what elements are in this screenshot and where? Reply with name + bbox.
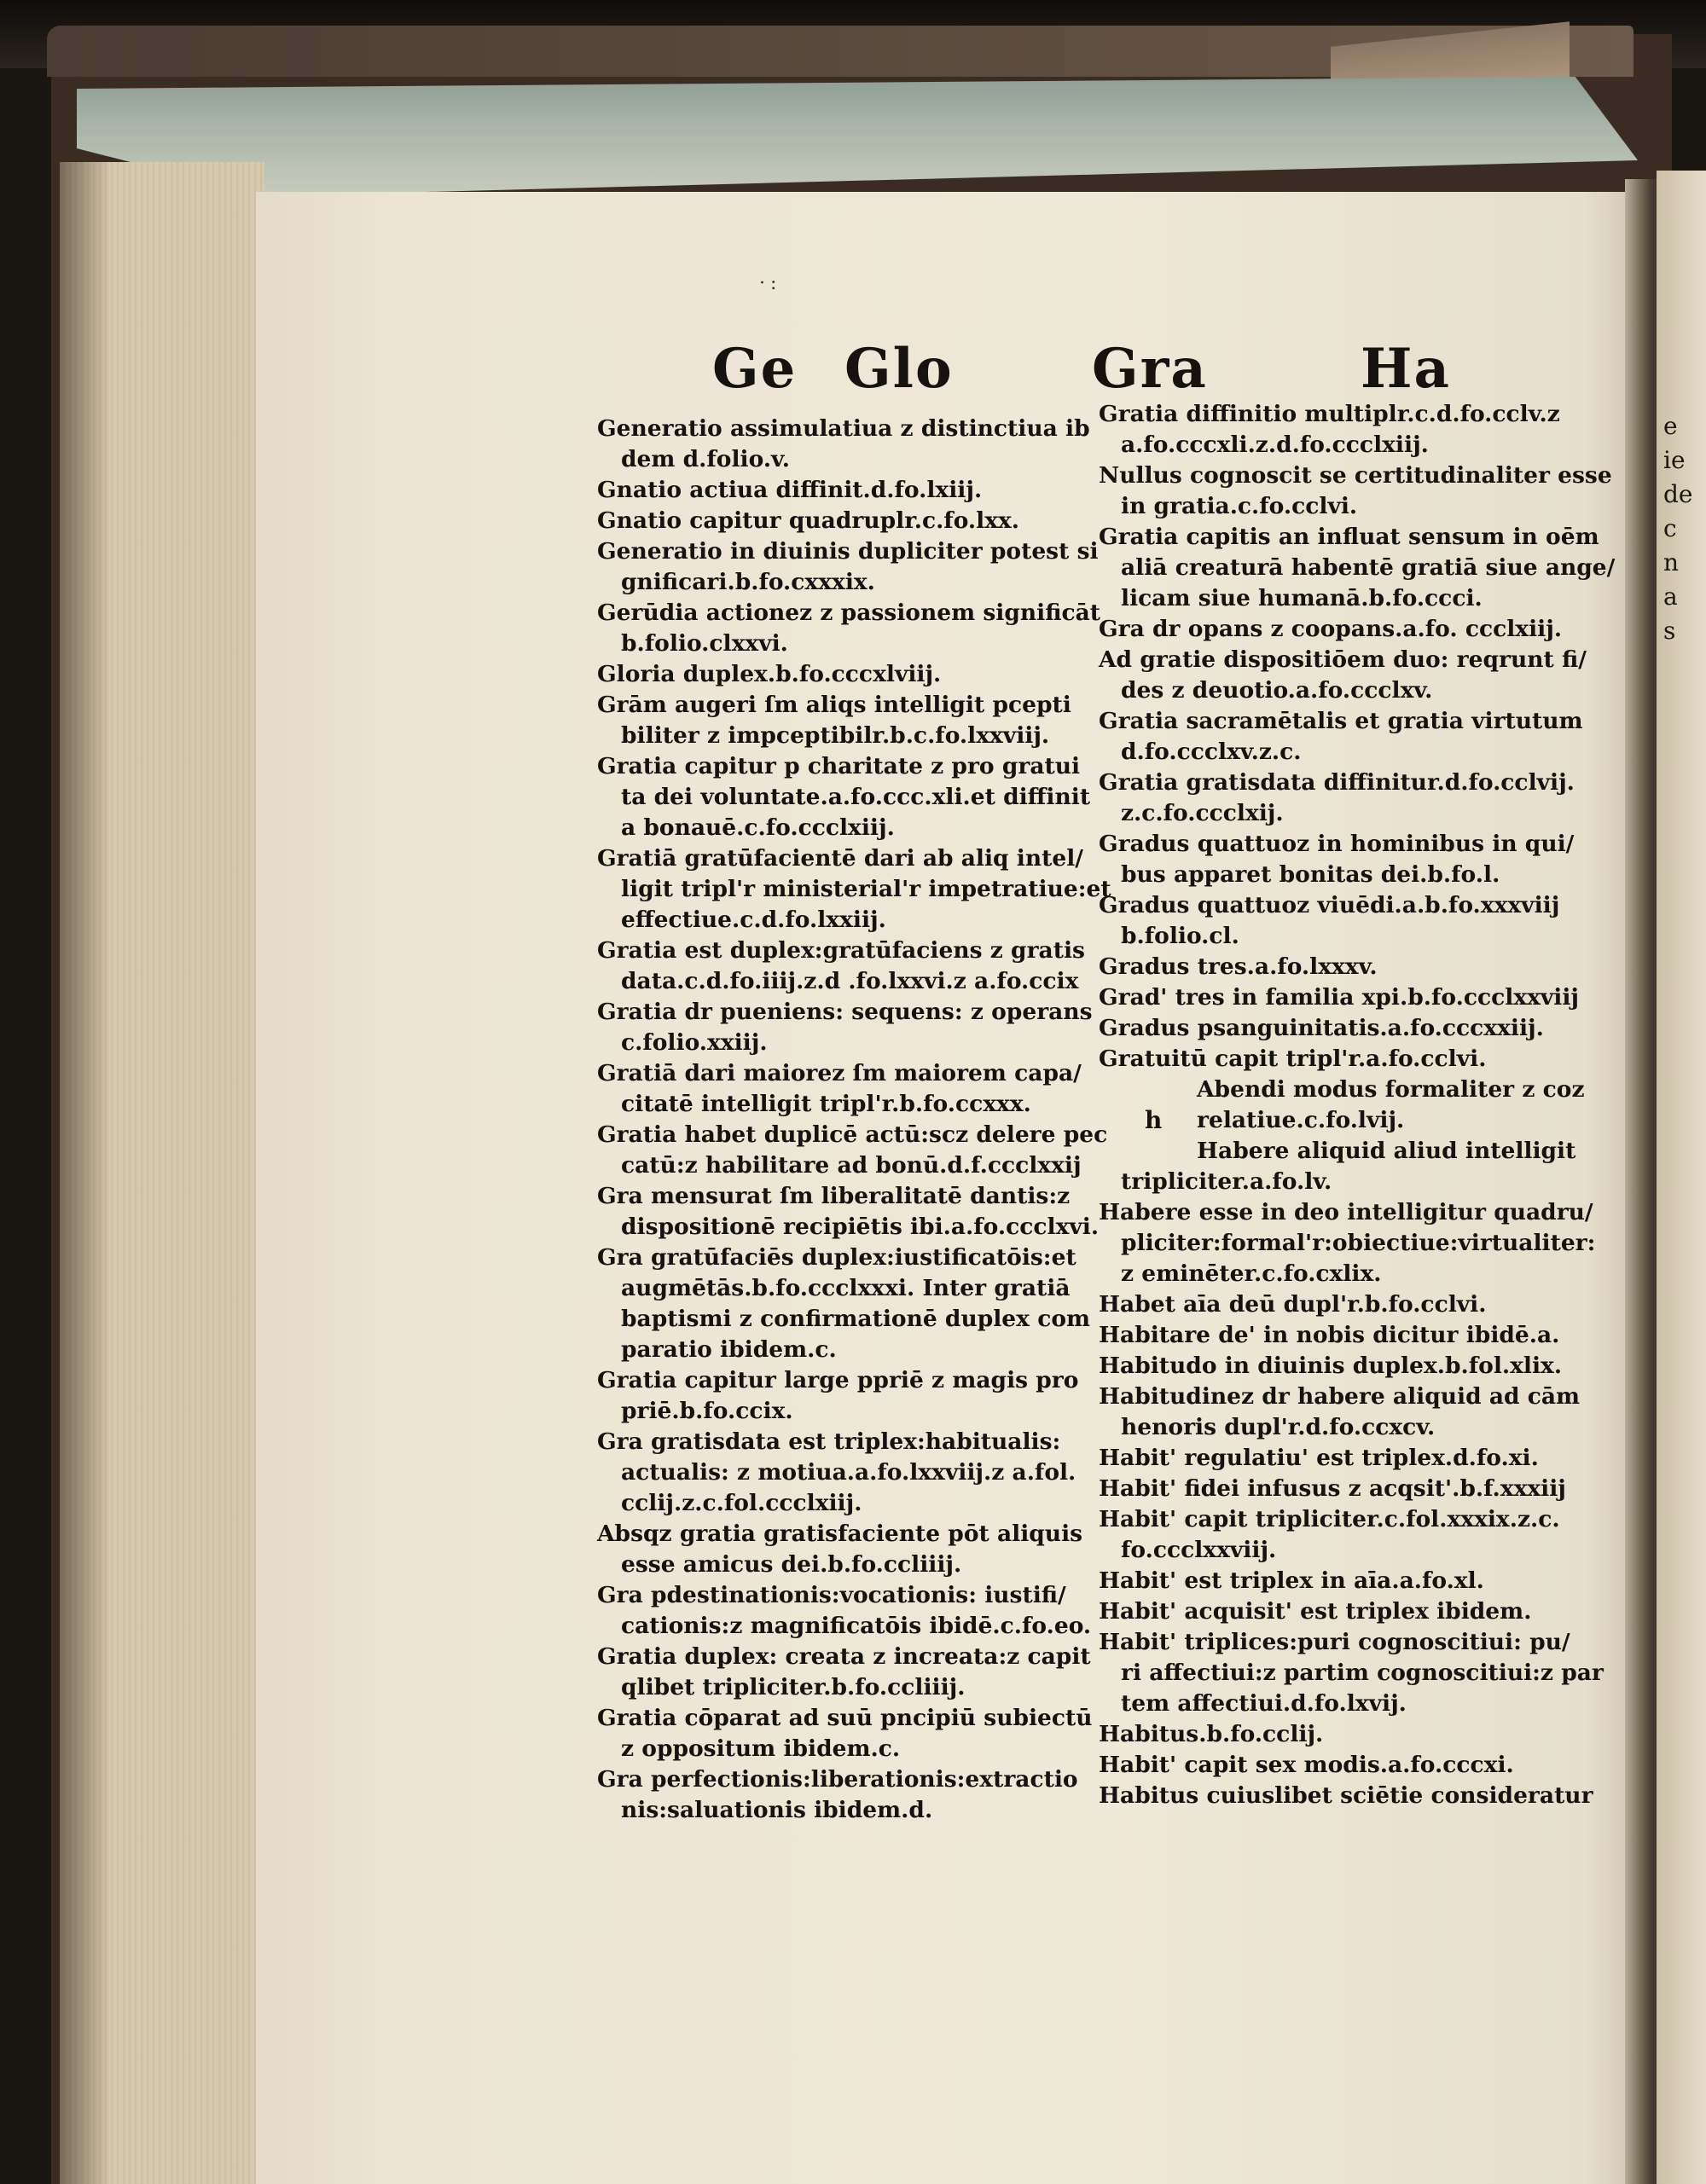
entry-line: relatiue.c.fo.lvij. [1197, 1107, 1405, 1133]
left-column-entry [597, 1181, 1100, 1243]
left-column-entry [597, 843, 1111, 936]
left-column-entry [597, 1058, 1083, 1120]
h-section-entry [1099, 1075, 1598, 1136]
running-headwords [0, 337, 1706, 405]
h-section-entry [1099, 1719, 1598, 1750]
entry-line: ligit tripl'r ministerial'r impetratiue:et [621, 876, 1111, 902]
entry-line: henoris dupl'r.d.fo.ccxcv. [1121, 1414, 1436, 1440]
entry-line: in gratia.c.fo.cclvi. [1121, 493, 1358, 519]
headword-3: Gra [1092, 337, 1208, 401]
entry-line: augmētās.b.fo.ccclxxxi. Inter gratiā [621, 1275, 1071, 1301]
entry-line: Gratiā gratūfacientē dari ab aliq intel/ [597, 845, 1083, 872]
entry-line: dispositionē recipiētis ibi.a.fo.ccclxvi. [621, 1214, 1100, 1240]
entry-line: Gra gratūfaciēs duplex:iustificatōis:et [597, 1244, 1076, 1271]
entry-line: z eminēter.c.fo.cxlix. [1121, 1260, 1382, 1287]
entry-line: biliter z impceptibilr.b.c.fo.lxxviij. [621, 722, 1050, 749]
entry-line: z.c.fo.ccclxij. [1121, 800, 1284, 826]
entry-line: cationis:z magnificatōis ibidē.c.fo.eo. [621, 1613, 1092, 1639]
right-column-entry [1099, 768, 1598, 829]
entry-line: Gnatio actiua diffinit.d.fo.lxiij. [597, 477, 983, 503]
left-column-entry [597, 506, 1083, 536]
right-column-entry [1099, 614, 1598, 645]
entry-line: des z deuotio.a.fo.ccclxv. [1121, 677, 1433, 704]
entry-line: d.fo.ccclxv.z.c. [1121, 739, 1302, 765]
facing-fragment: e [1663, 412, 1678, 440]
left-column-entry [597, 659, 1083, 690]
left-column-entry [597, 536, 1099, 598]
left-column-entry [597, 1519, 1083, 1580]
facing-fragment: s [1663, 617, 1676, 645]
left-column-entry [597, 936, 1083, 997]
entry-line: effectiue.c.d.fo.lxxiij. [621, 907, 886, 933]
h-section [1099, 1075, 1604, 1811]
facing-fragment: c [1663, 514, 1677, 542]
entry-line: Grad' tres in familia xpi.b.fo.ccclxxviij [1099, 984, 1580, 1011]
entry-line: Gradus tres.a.fo.lxxxv. [1099, 953, 1378, 980]
left-column-entry [597, 1764, 1083, 1826]
h-section-entry [1099, 1566, 1598, 1596]
entry-line: Habit' regulatiu' est triplex.d.fo.xi. [1099, 1445, 1539, 1471]
entry-line: ri affectiui:z partim cognoscitiui:z par [1121, 1660, 1604, 1686]
entry-line: Ad gratie dispositiōem duo: reqrunt fi/ [1099, 646, 1587, 673]
left-column-entry [597, 690, 1083, 751]
ink-specks: ·: [759, 273, 782, 294]
entry-line: Gratia sacramētalis et gratia virtutum [1099, 708, 1583, 734]
entry-line: Gratuitū capit tripl'r.a.fo.cclvi. [1099, 1046, 1487, 1072]
entry-line: Habitudo in diuinis duplex.b.fol.xlix. [1099, 1353, 1563, 1379]
entry-line: citatē intelligit tripl'r.b.fo.ccxxx. [621, 1091, 1031, 1117]
h-section-entry [1099, 1443, 1598, 1474]
entry-line: Gra mensurat ſm liberalitatē dantis:z [597, 1183, 1071, 1209]
h-section-entry [1099, 1197, 1598, 1289]
entry-line: Habere esse in deo intelligitur quadru/ [1099, 1199, 1593, 1225]
headword-1: Ge [712, 337, 798, 401]
entry-line: aliā creaturā habentē gratiā siue ange/ [1121, 554, 1616, 581]
entry-line: Habitare de' in nobis dicitur ibidē.a. [1099, 1322, 1560, 1348]
entry-line: Gratia habet duplicē actū:scz delere pec [597, 1121, 1108, 1148]
h-section-entry [1099, 1289, 1598, 1320]
entry-line: gnificari.b.fo.cxxxix. [621, 569, 875, 595]
left-column-entry [597, 1642, 1091, 1703]
left-column-entry [597, 598, 1101, 659]
left-column-entry [597, 414, 1090, 475]
h-section-entry [1099, 1781, 1598, 1811]
facing-fragment: ie [1663, 446, 1686, 474]
right-column-entry [1099, 399, 1598, 461]
entry-line: Gratia capitur large ppriē z magis pro [597, 1367, 1079, 1393]
h-section-entry [1099, 1596, 1598, 1627]
h-section-entry [1099, 1627, 1604, 1719]
entry-line: Gratia est duplex:gratūfaciens z gratis [597, 937, 1085, 964]
entry-line: Gratia gratisdata diffinitur.d.fo.cclvij. [1099, 769, 1575, 796]
entry-line: Abendi modus formaliter z coz [1197, 1076, 1585, 1103]
entry-line: Gratiā dari maiorez ſm maiorem capa/ [597, 1060, 1082, 1086]
entry-line: Nullus cognoscit se certitudinaliter esse [1099, 462, 1612, 489]
entry-line: Habitudinez dr habere aliquid ad cām [1099, 1383, 1581, 1410]
entry-line: Gnatio capitur quadruplr.c.fo.lxx. [597, 507, 1020, 534]
right-column-entry [1099, 522, 1616, 614]
entry-line: esse amicus dei.b.fo.ccliiij. [621, 1551, 962, 1578]
entry-line: tem affectiui.d.fo.lxvij. [1121, 1690, 1407, 1717]
entry-line: Habit' capit tripliciter.c.fol.xxxix.z.c. [1099, 1506, 1560, 1532]
right-column-entry [1099, 952, 1598, 982]
right-column-entry [1099, 1044, 1598, 1075]
entry-line: Habit' capit sex modis.a.fo.cccxi. [1099, 1752, 1514, 1778]
right-column-entry [1099, 1013, 1598, 1044]
h-section-entry [1099, 1320, 1598, 1351]
entry-line: bus apparet bonitas dei.b.fo.l. [1121, 861, 1500, 888]
entry-line: Gratia dr pueniens: sequens: z operans [597, 999, 1093, 1025]
entry-line: catū:z habilitare ad bonū.d.f.ccclxxij [621, 1152, 1082, 1179]
entry-line: Habitus.b.fo.cclij. [1099, 1721, 1324, 1747]
h-section-entry [1099, 1136, 1598, 1197]
right-column-entry [1099, 645, 1598, 706]
entry-line: Gradus quattuoz in hominibus in qui/ [1099, 831, 1575, 857]
right-column-entry [1099, 890, 1598, 952]
entry-line: Gratia diffinitio multiplr.c.d.fo.cclv.z [1099, 401, 1560, 427]
left-column-entry [597, 1243, 1091, 1365]
entry-line: b.folio.cl. [1121, 923, 1239, 949]
headword-2: Glo [844, 337, 954, 401]
left-column [597, 414, 1111, 1826]
left-column-entry [597, 1365, 1083, 1427]
entry-line: z oppositum ibidem.c. [621, 1735, 901, 1762]
left-column-entry [597, 751, 1091, 843]
entry-line: a.fo.cccxli.z.d.fo.ccclxiij. [1121, 432, 1429, 458]
facing-fragment: de [1663, 480, 1693, 508]
entry-line: Gratia capitur p charitate z pro gratui [597, 753, 1081, 779]
right-column-entry [1099, 461, 1612, 522]
entry-line: Gratia capitis an influat sensum in oēm [1099, 524, 1599, 550]
entry-line: Gradus psanguinitatis.a.fo.cccxxiij. [1099, 1015, 1544, 1041]
entry-line: c.folio.xxiij. [621, 1029, 768, 1056]
left-column-entry [597, 1120, 1108, 1181]
right-column-entry [1099, 706, 1598, 768]
facing-fragment: a [1663, 582, 1678, 611]
left-column-entry [597, 475, 1083, 506]
entry-line: Generatio in diuinis dupliciter potest si [597, 538, 1099, 565]
section-letter-h: h [1145, 1106, 1163, 1134]
entry-line: Habit' fidei infusus z acqsit'.b.f.xxxiij [1099, 1475, 1566, 1502]
entry-line: dem d.folio.v. [621, 446, 791, 472]
entry-line: cclij.z.c.fol.ccclxiij. [621, 1490, 862, 1516]
entry-line: Habit' est triplex in aīa.a.fo.xl. [1099, 1567, 1484, 1594]
headword-4: Ha [1361, 337, 1451, 401]
entry-line: paratio ibidem.c. [621, 1336, 837, 1363]
entry-line: Gerūdia actionez z passionem significāt [597, 600, 1101, 626]
h-section-entry [1099, 1750, 1598, 1781]
entry-line: ta dei voluntate.a.fo.ccc.xli.et diffinit [621, 784, 1091, 810]
right-column-entry [1099, 829, 1598, 890]
entry-line: a bonauē.c.fo.ccclxiij. [621, 814, 895, 841]
entry-line: baptismi z confirmationē duplex com [621, 1306, 1091, 1332]
entry-line: Gra pdestinationis:vocationis: iustifi/ [597, 1582, 1066, 1608]
fore-edge-shadow [60, 162, 111, 2184]
entry-line: Gratia cōparat ad suū pncipiū subiectū [597, 1705, 1093, 1731]
h-section-entry [1099, 1504, 1598, 1566]
entry-line: Gra dr opans z coopans.a.fo. ccclxiij. [1099, 616, 1563, 642]
entry-line: Gratia duplex: creata z increata:z capit [597, 1643, 1091, 1670]
entry-line: tripliciter.a.fo.lv. [1121, 1168, 1332, 1195]
facing-page-text [1663, 409, 1706, 648]
entry-line: Absqz gratia gratisfaciente pōt aliquis [597, 1521, 1083, 1547]
left-column-entry [597, 1703, 1093, 1764]
entry-line: Gra perfectionis:liberationis:extractio [597, 1766, 1078, 1793]
entry-line: Gloria duplex.b.fo.cccxlviij. [597, 661, 942, 687]
left-column-entry [597, 997, 1093, 1058]
entry-line: actualis: z motiua.a.fo.lxxviij.z a.fol. [621, 1459, 1076, 1486]
left-column-entry [597, 1580, 1092, 1642]
entry-line: Gra gratisdata est triplex:habitualis: [597, 1428, 1061, 1455]
entry-line: qlibet tripliciter.b.fo.ccliiij. [621, 1674, 966, 1700]
entry-line: licam siue humanā.b.fo.ccci. [1121, 585, 1483, 611]
entry-line: nis:saluationis ibidem.d. [621, 1797, 933, 1823]
facing-fragment: n [1663, 548, 1680, 576]
entry-line: Generatio assimulatiua z distinctiua ib [597, 415, 1090, 442]
entry-line: b.folio.clxxvi. [621, 630, 788, 657]
right-column [1099, 399, 1616, 1811]
entry-line: Habet aīa deū dupl'r.b.fo.cclvi. [1099, 1291, 1487, 1318]
left-column-entry [597, 1427, 1083, 1519]
h-section-entry [1099, 1382, 1598, 1443]
h-section-entry [1099, 1351, 1598, 1382]
entry-line: Habit' triplices:puri cognoscitiui: pu/ [1099, 1629, 1570, 1655]
entry-line: fo.ccclxxviij. [1121, 1537, 1277, 1563]
right-column-entry [1099, 982, 1598, 1013]
entry-line: Grām augeri ſm aliqs intelligit pcepti [597, 692, 1071, 718]
entry-line: priē.b.fo.ccix. [621, 1398, 793, 1424]
entry-line: Habere aliquid aliud intelligit [1197, 1138, 1576, 1164]
h-section-entry [1099, 1474, 1598, 1504]
entry-line: Gradus quattuoz viuēdi.a.b.fo.xxxviij [1099, 892, 1560, 918]
entry-line: pliciter:formal'r:obiectiue:virtualiter: [1121, 1230, 1596, 1256]
entry-line: data.c.d.fo.iiij.z.d .fo.lxxvi.z a.fo.ccix [621, 968, 1079, 994]
entry-line: Habitus cuiuslibet sciētie consideratur [1099, 1782, 1593, 1809]
entry-line: Habit' acquisit' est triplex ibidem. [1099, 1598, 1532, 1625]
